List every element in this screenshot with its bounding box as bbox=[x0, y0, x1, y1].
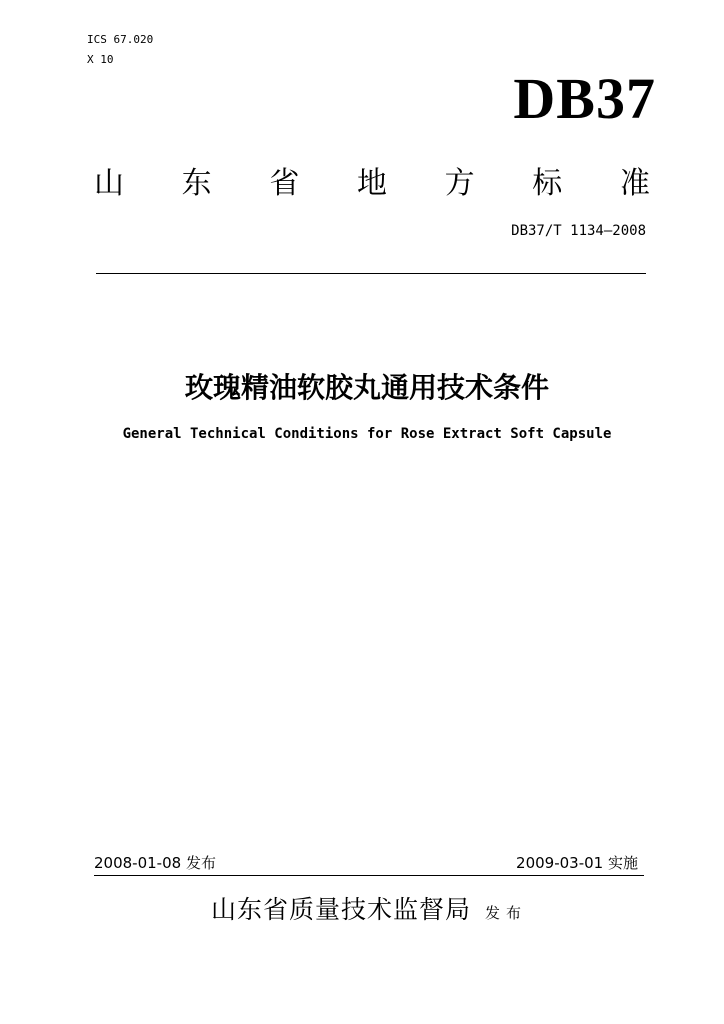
document-title-chinese: 玫瑰精油软胶丸通用技术条件 bbox=[184, 371, 549, 404]
standard-type-char: 方 bbox=[444, 166, 475, 201]
ics-code: ICS 67.020 bbox=[87, 33, 154, 46]
standard-type-char: 省 bbox=[269, 166, 300, 201]
footer-divider bbox=[94, 875, 644, 876]
header-divider bbox=[96, 273, 646, 274]
classification-code: X 10 bbox=[87, 53, 114, 66]
standard-type-char: 标 bbox=[532, 166, 563, 201]
standard-type-char: 山 bbox=[94, 166, 124, 201]
standard-type-char: 东 bbox=[181, 166, 212, 201]
publish-label: 发布 bbox=[485, 904, 528, 922]
standard-number: DB37/T 1134—2008 bbox=[511, 223, 646, 239]
standard-type-char: 地 bbox=[356, 166, 387, 201]
document-title-english: General Technical Conditions for Rose Extract Soft Capsule bbox=[122, 426, 612, 442]
standard-type-title bbox=[94, 164, 650, 204]
standard-code-logo: DB37 bbox=[513, 66, 656, 131]
publisher-block bbox=[211, 893, 527, 927]
standard-type-char: 准 bbox=[619, 166, 650, 201]
publisher-name: 山东省质量技术监督局 bbox=[211, 895, 472, 924]
implementation-date: 2009-03-01 实施 bbox=[516, 854, 638, 872]
issue-date: 2008-01-08 发布 bbox=[94, 854, 216, 872]
